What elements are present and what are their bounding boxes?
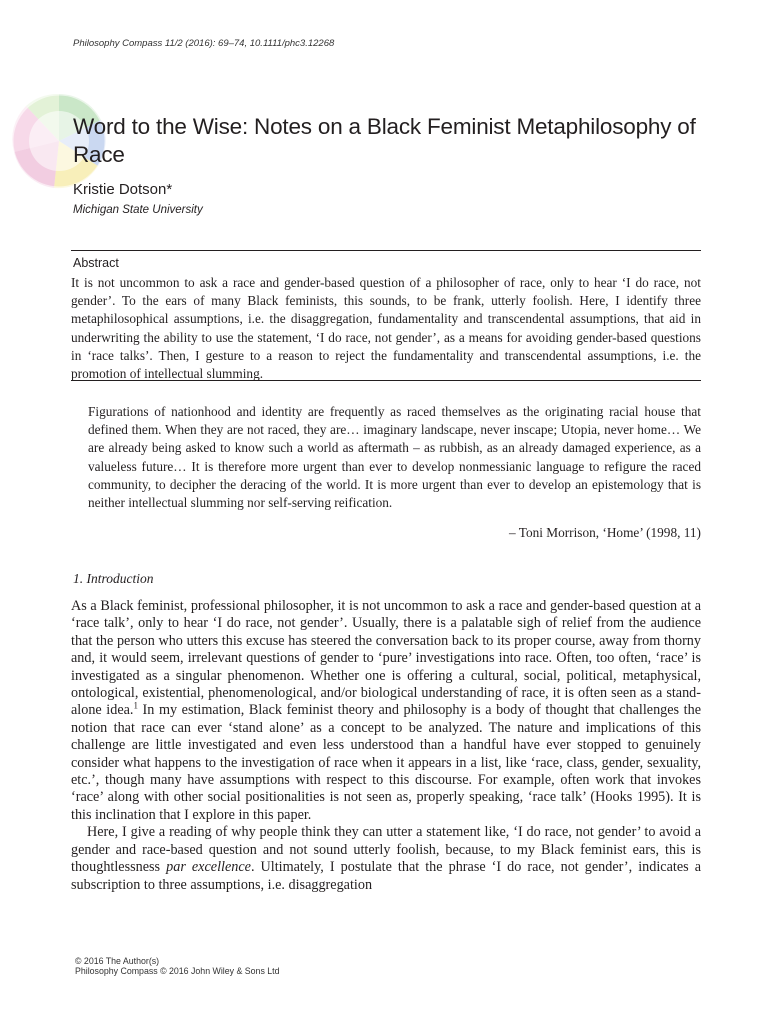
paragraph: Here, I give a reading of why people think they can utter a statement like, ‘I do race, not gender’ to avoid a gender and race-based question and not sound utterly foolish, because, to my Black feminist ears, this is thoughtlessness par excellence. Ultimately, I postulate that the phrase ‘I do race, not gender’, indicates a subscription to three assumptions, i.e. disaggregation xyxy=(71,824,701,893)
paragraph: As a Black feminist, professional philosopher, it is not uncommon to ask a race and gender-based question at a ‘race talk’, only to hear ‘I do race, not gender’. Usually, there is a palatable sigh of relief from the audience that the person who utters this excuse has steered the conversation back to its proper course, away from thorny and, it would seem, irrelevant questions of gender to ‘pure’ investigations into race. Often, too often, ‘race’ is investigated as a singular phenomenon. Whether one is offering a cultural, social, political, metaphysical, ontological, existential, phenomenological, and/or biological understanding of race, it is often seen as a stand-alone idea.$^1$ In my estimation, Black feminist theory and philosophy is a body of thought that challenges the notion that race can ever ‘stand alone’ as a concept to be analyzed. The nature and implications of this challenge are little investigated and even less understood than a handful have ever stopped to genuinely consider what happens to the investigation of race when it appears in a list, like ‘race, class, gender, sexuality, etc.’, though many have assumptions with respect to this discourse. For example, often work that invokes ‘race’ along with other social positionalities is not seen as, properly speaking, ‘race talk’ (Hooks 1995). It is this inclination that I explore in this paper. xyxy=(71,598,701,823)
epigraph-source: – Toni Morrison, ‘Home’ (1998, 11) xyxy=(509,525,701,540)
abstract-top-rule xyxy=(71,250,701,251)
running-head: Philosophy Compass 11/2 (2016): 69–74, 10.1111/phc3.12268 xyxy=(73,38,335,49)
abstract-heading: Abstract xyxy=(73,256,119,270)
abstract-text: It is not uncommon to ask a race and gender-based question of a philosopher of race, only to hear ‘I do race, not gender’. To the ears of many Black feminists, this sounds, to be frank, utterly foolish. Here, I identify three metaphilosophical assumptions, i.e. the disaggregation, fundamentality and transcendental assumptions, that aid in underwriting the ability to use the statement, ‘I do race, not gender’, as a means for avoiding gender-based questions in ‘race talks’. Then, I gesture to a reason to reject the fundamentality and transcendental assumptions, i.e. the promotion of intellectual slumming. xyxy=(71,275,701,382)
body-text xyxy=(71,598,701,894)
article-title: Word to the Wise: Notes on a Black Feminist Metaphilosophy of Race xyxy=(73,114,696,167)
copyright-line: © 2016 The Author(s) xyxy=(75,956,160,966)
section-heading: 1. Introduction xyxy=(73,571,154,586)
epigraph-quote: Figurations of nationhood and identity are frequently as raced themselves as the originating racial house that defined them. When they are not raced, they are… imaginary landscape, never inscape; Utopia, never home… We are already being asked to know such a world as aftermath – as rubbish, as an already damaged experience, as a valueless future… It is therefore more urgent than ever to develop nonmessianic language to refigure the raced community, to decipher the deracing of the world. It is more urgent than ever to develop an epistemology that is neither intellectual slumming nor self-serving reification. xyxy=(88,404,701,511)
author-name: Kristie Dotson* xyxy=(73,181,173,198)
footnote-marker[interactable]: 1 xyxy=(133,700,138,711)
publisher-line: Philosophy Compass © 2016 John Wiley & Sons Ltd xyxy=(75,966,280,976)
abstract-bottom-rule xyxy=(71,380,701,381)
author-affiliation: Michigan State University xyxy=(73,204,203,216)
